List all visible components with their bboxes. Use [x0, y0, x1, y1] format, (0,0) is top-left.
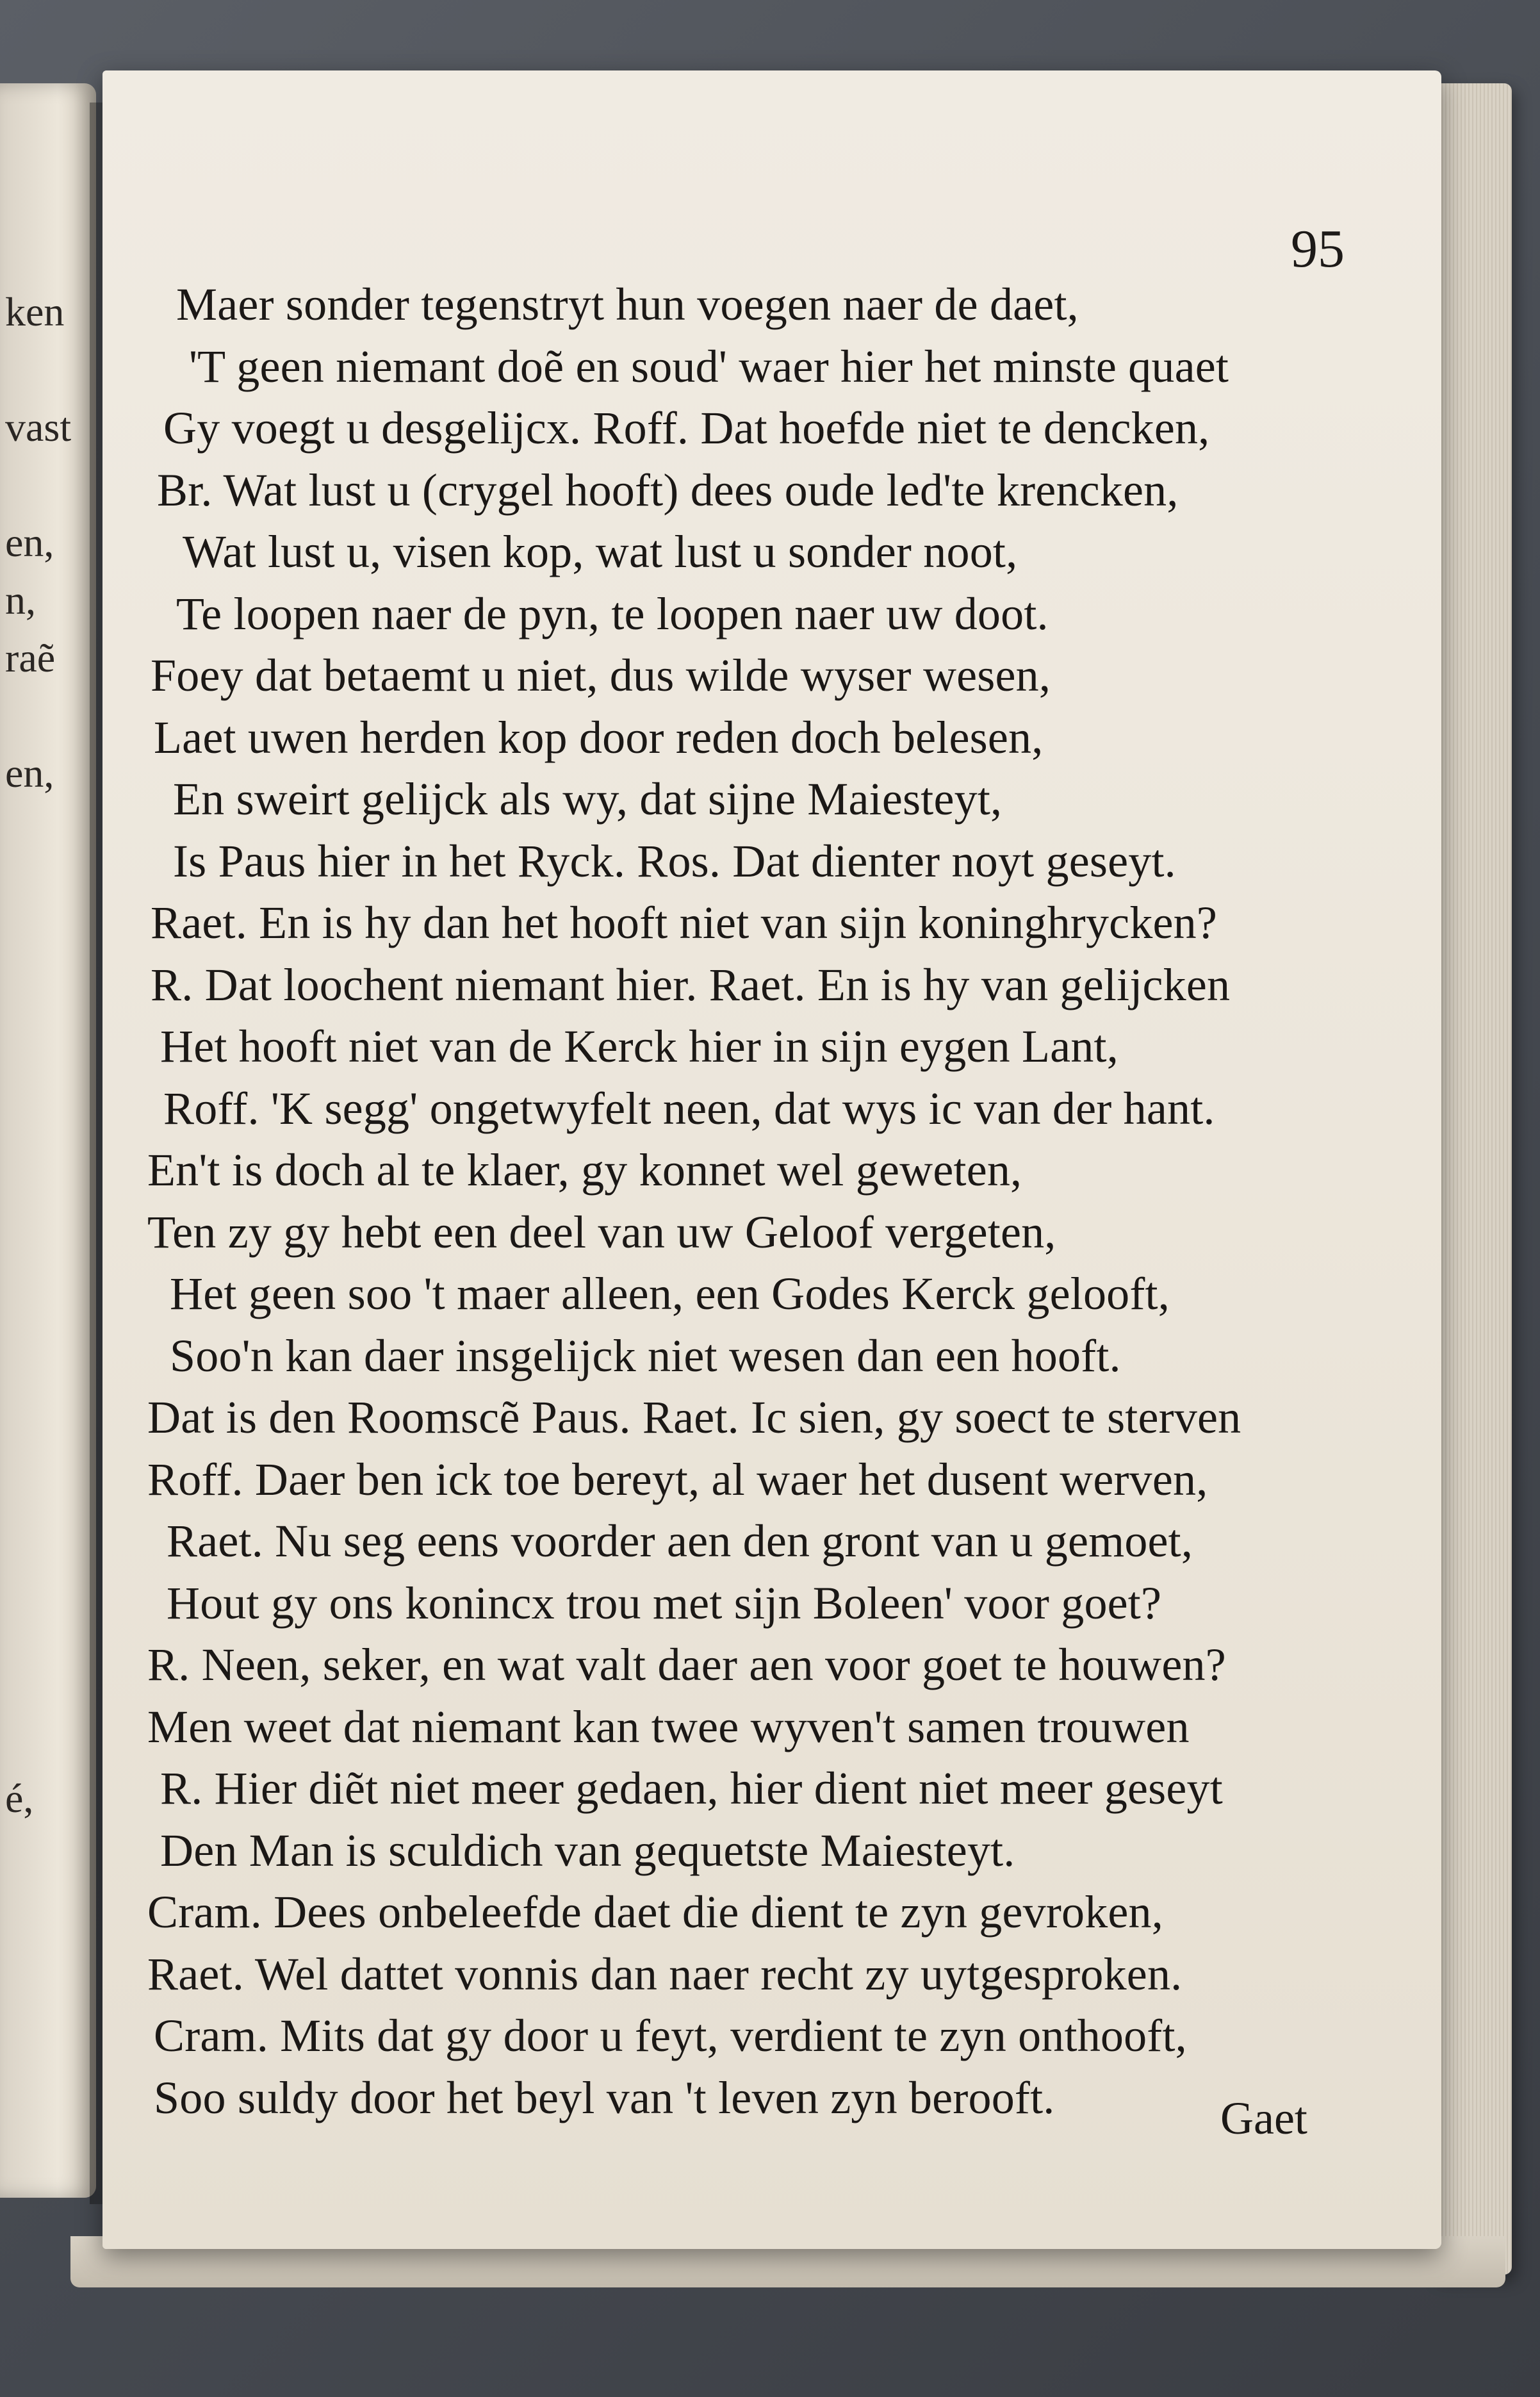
verse-line: Is Paus hier in het Ryck. Ros. Dat dienter noyt geseyt.: [173, 835, 1176, 887]
verse-line: En't is doch al te klaer, gy konnet wel geweten,: [147, 1144, 1022, 1196]
verse-line: Cram. Mits dat gy door u feyt, verdient te zyn onthooft,: [154, 2010, 1187, 2061]
facing-page-fragment: en,: [5, 520, 54, 565]
verse-line: Raet. Wel dattet vonnis dan naer recht zy uytgesproken.: [147, 1948, 1183, 2000]
verse-line: Gy voegt u desgelijcx. Roff. Dat hoefde niet te dencken,: [163, 402, 1210, 454]
verse-line: Br. Wat lust u (crygel hooft) dees oude led'te krencken,: [157, 464, 1179, 516]
facing-page-edge: [0, 83, 96, 2198]
verse-line: Roff. Daer ben ick toe bereyt, al waer het dusent werven,: [147, 1453, 1208, 1505]
verse-line: Maer sonder tegenstryt hun voegen naer de daet,: [176, 279, 1079, 330]
verse-line: Het geen soo 't maer alleen, een Godes Kerck gelooft,: [170, 1268, 1170, 1319]
verse-line: Raet. En is hy dan het hooft niet van sijn koninghrycken?: [151, 897, 1218, 948]
verse-text: [102, 70, 1441, 2249]
facing-page-fragment: raẽ: [5, 635, 56, 680]
facing-page-fragment: n,: [5, 577, 36, 623]
catchword: Gaet: [1220, 2093, 1307, 2144]
verse-line: Laet uwen herden kop door reden doch belesen,: [154, 711, 1044, 763]
verse-line: Soo'n kan daer insgelijck niet wesen dan een hooft.: [170, 1330, 1121, 1381]
verse-line: Raet. Nu seg eens voorder aen den gront van u gemoet,: [167, 1515, 1193, 1567]
verse-line: Men weet dat niemant kan twee wyven't samen trouwen: [147, 1701, 1190, 1752]
verse-line: En sweirt gelijck als wy, dat sijne Maiesteyt,: [173, 773, 1003, 825]
book-page: [102, 70, 1441, 2249]
facing-page-fragment: en,: [5, 750, 54, 796]
verse-line: Het hooft niet van de Kerck hier in sijn eygen Lant,: [160, 1021, 1118, 1072]
facing-page-fragment: ken: [5, 289, 65, 334]
verse-line: R. Hier diẽt niet meer gedaen, hier dient niet meer geseyt: [160, 1763, 1223, 1814]
verse-line: R. Dat loochent niemant hier. Raet. En is hy van gelijcken: [151, 959, 1231, 1010]
verse-line: Te loopen naer de pyn, te loopen naer uw doot.: [176, 588, 1049, 639]
verse-line: Den Man is sculdich van gequetste Maiesteyt.: [160, 1824, 1015, 1876]
verse-line: Foey dat betaemt u niet, dus wilde wyser wesen,: [151, 650, 1051, 701]
verse-line: 'T geen niemant doẽ en soud' waer hier het minste quaet: [189, 340, 1229, 392]
verse-line: Cram. Dees onbeleefde daet die dient te zyn gevroken,: [147, 1886, 1163, 1938]
verse-line: Ten zy gy hebt een deel van uw Geloof vergeten,: [147, 1206, 1056, 1258]
verse-line: R. Neen, seker, en wat valt daer aen voor goet te houwen?: [147, 1639, 1226, 1690]
facing-page-fragment: vast: [5, 404, 72, 450]
page-number: 95: [1291, 219, 1345, 279]
facing-page-fragment: é,: [5, 1775, 34, 1821]
verse-line: Hout gy ons konincx trou met sijn Boleen' voor goet?: [167, 1577, 1162, 1629]
verse-line: Wat lust u, visen kop, wat lust u sonder noot,: [183, 526, 1018, 577]
verse-line: Dat is den Roomscẽ Paus. Raet. Ic sien, gy soect te sterven: [147, 1392, 1241, 1443]
verse-line: Roff. 'K segg' ongetwyfelt neen, dat wys ic van der hant.: [163, 1082, 1215, 1134]
page-block-edge: [1435, 83, 1512, 2275]
verse-line: Soo suldy door het beyl van 't leven zyn berooft.: [154, 2072, 1055, 2123]
